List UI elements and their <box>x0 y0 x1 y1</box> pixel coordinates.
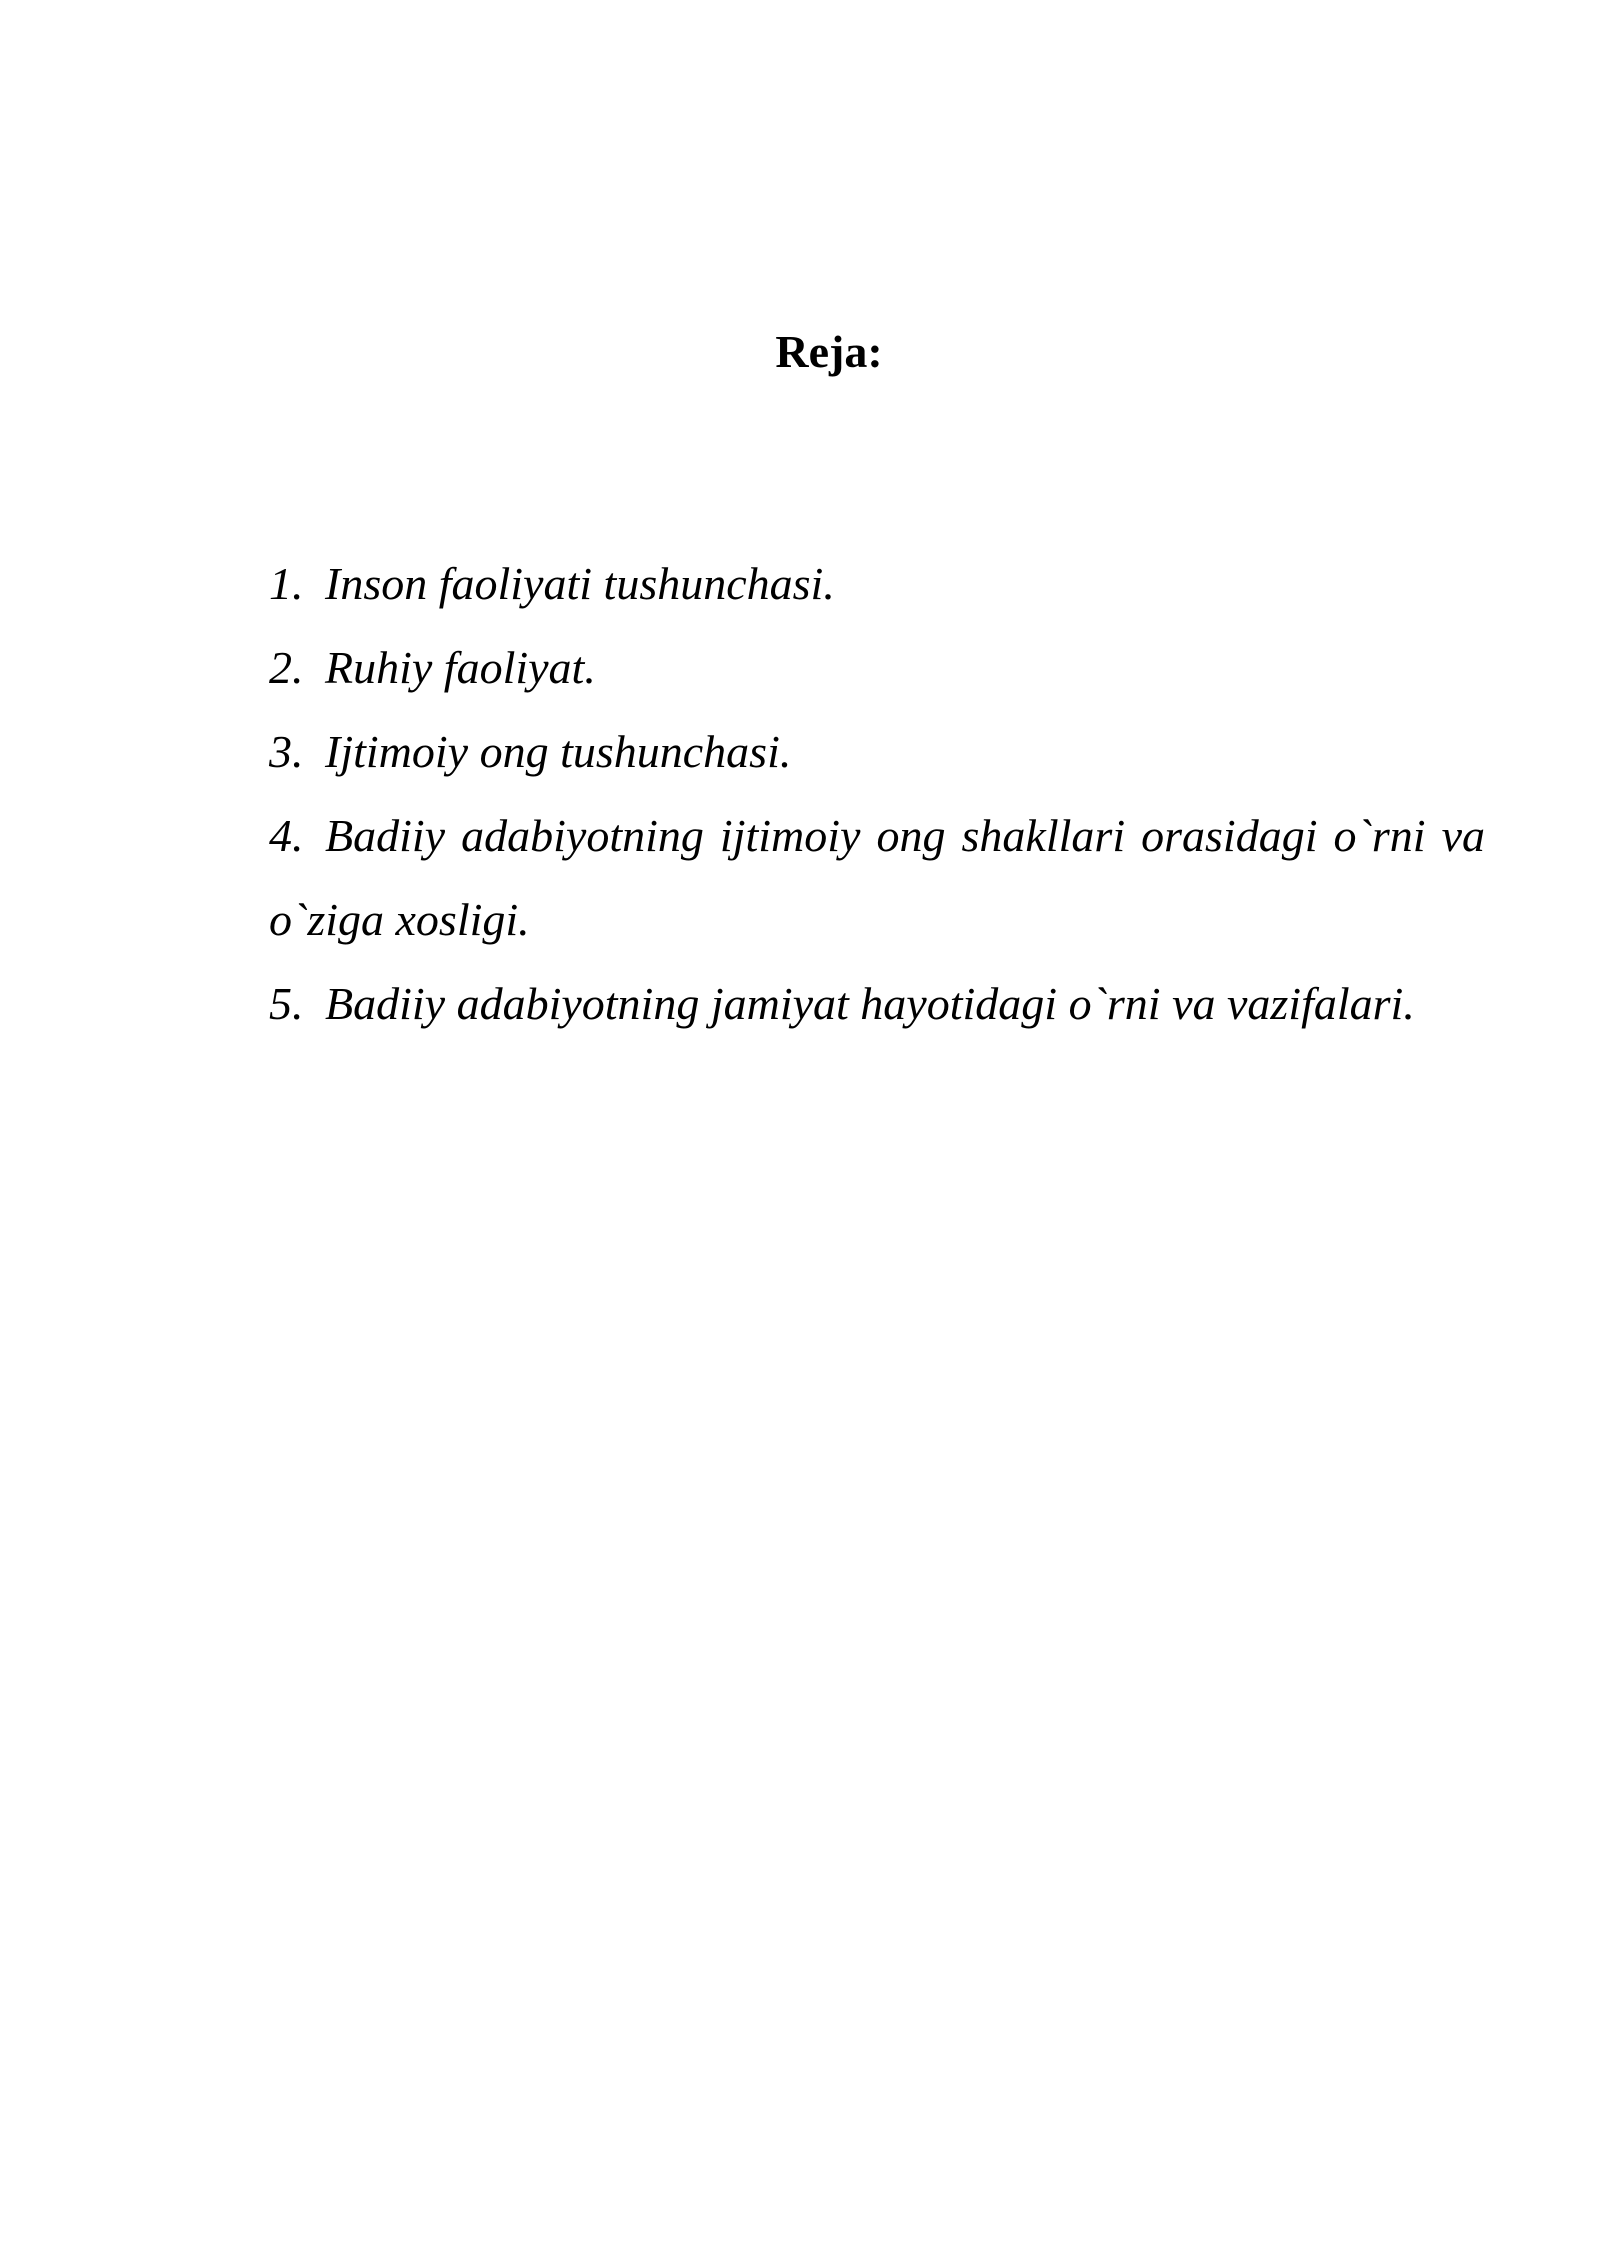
list-item <box>269 962 1485 1046</box>
item-text: Ijtimoiy ong tushunchasi. <box>325 726 792 777</box>
item-number: 2. <box>269 642 304 693</box>
item-text: Badiiy adabiyotning jamiyat hayotidagi o`rni va vazifalari. <box>325 978 1415 1029</box>
item-number: 3. <box>269 726 304 777</box>
list-item <box>269 710 1485 794</box>
plan-list <box>269 542 1485 1046</box>
item-text: Inson faoliyati tushunchasi. <box>325 558 835 609</box>
item-number: 1. <box>269 558 304 609</box>
list-item <box>269 542 1485 626</box>
item-number: 4. <box>269 810 304 861</box>
item-text: Badiiy adabiyotning ijtimoiy ong shakllari orasidagi o`rni va o`ziga xosligi. <box>269 810 1485 945</box>
item-text: Ruhiy faoliyat. <box>325 642 596 693</box>
list-item <box>269 794 1485 962</box>
list-item <box>269 626 1485 710</box>
page-title: Reja: <box>775 326 883 377</box>
item-number: 5. <box>269 978 304 1029</box>
